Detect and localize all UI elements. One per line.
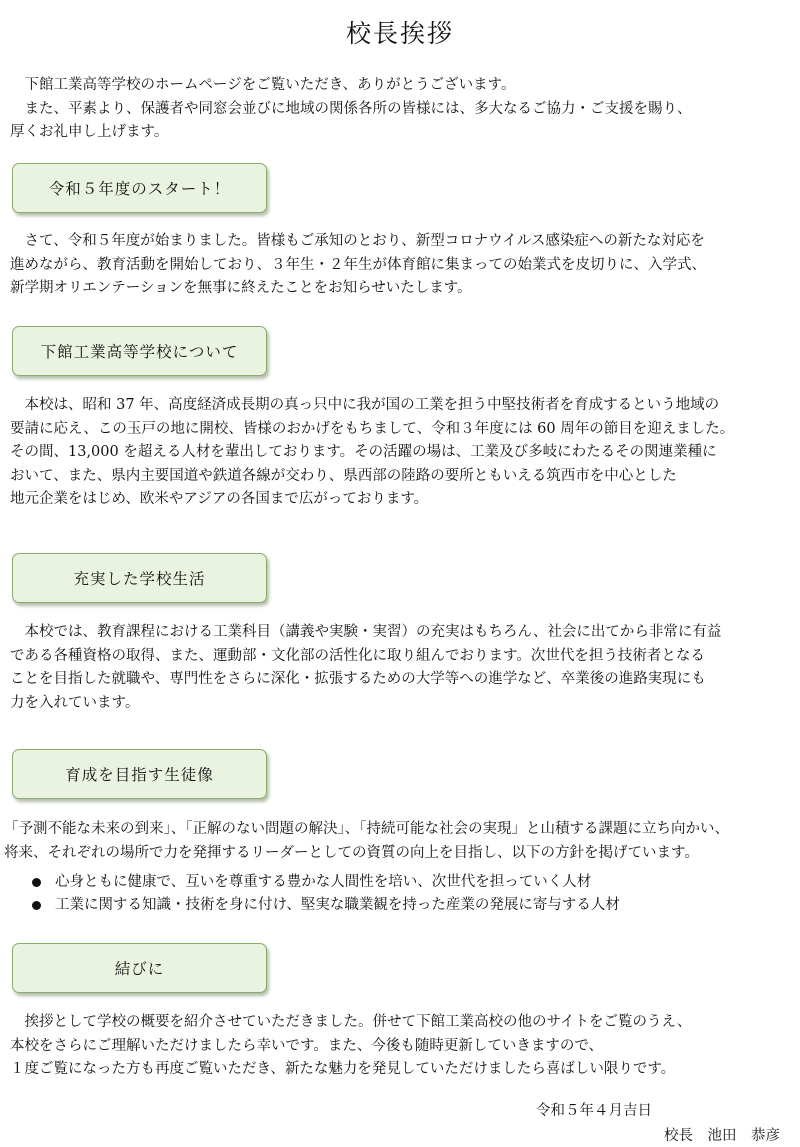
section-body-start: [10, 230, 794, 301]
policy-bullet-list: [32, 871, 772, 917]
bullet-dot-icon: [32, 878, 41, 887]
intro-paragraph: [10, 74, 794, 145]
intro-line: また、平素より、保護者や同窓会並びに地域の関係各所の皆様には、多大なるご協力・ご支援を賜り、: [10, 100, 692, 117]
section-heading-about: 下館工業高等学校について: [12, 326, 267, 376]
body-line: １度ご覧になった方も再度ご覧いただき、新たな魅力を発見していただけましたら喜ばしい限りです。: [10, 1061, 676, 1077]
body-line: 挨拶として学校の概要を紹介させていただきました。併せて下館工業高校の他のサイトをご覧のうえ、: [10, 1014, 692, 1030]
body-line: さて、令和５年度が始まりました。皆様もご承知のとおり、新型コロナウイルス感染症への新たな対応を: [10, 233, 705, 249]
body-line: 進めながら、教育活動を開始しており、３年生・２年生が体育館に集まっての始業式を皮切りに、入学式、: [10, 256, 706, 273]
section-heading-school-life: 充実した学校生活: [12, 553, 267, 603]
signature-date: 令和５年４月吉日: [536, 1103, 652, 1119]
body-line: おいて、また、県内主要国道や鉄道各線が交わり、県西部の陸路の要所ともいえる筑西市を中心とした: [10, 467, 677, 484]
section-body-about: [10, 394, 794, 512]
section-body-closing: [10, 1011, 794, 1082]
intro-line: 厚くお礼申し上げます。: [10, 124, 169, 140]
body-line: である各種資格の取得、また、運動部・文化部の活性化に取り組んでおります。次世代を担う技術者となる: [10, 647, 705, 664]
section-body-school-life: [10, 621, 794, 715]
body-line: 本校では、教育課程における工業科目（講義や実験・実習）の充実はもちろん、社会に出てから非常に有益: [10, 624, 722, 640]
bullet-text: 工業に関する知識・技術を身に付け、堅実な職業観を持った産業の発展に寄与する人材: [55, 897, 620, 913]
body-line: その間、13,000 を超える人材を輩出しております。その活躍の場は、工業及び多岐にわたるその関連業種に: [10, 444, 717, 460]
intro-line: 下館工業高等学校のホームページをご覧いただき、ありがとうございます。: [10, 77, 516, 93]
body-line: 要請に応え、この玉戸の地に開校、皆様のおかげをもちまして、令和３年度には 60 周年の節目を迎えました。: [10, 420, 735, 437]
body-line: 「予測不能な未来の到来」、「正解のない問題の解決」、「持続可能な社会の実現」と山積する課題に立ち向かい、: [4, 821, 729, 837]
body-line: 力を入れています。: [10, 694, 140, 711]
body-line: 本校は、昭和 37 年、高度経済成長期の真っ只中に我が国の工業を担う中堅技術者を育成するという地域の: [10, 397, 720, 413]
bullet-dot-icon: [32, 901, 41, 910]
section-heading-start: 令和５年度のスタート！: [12, 163, 267, 213]
body-line: 新学期オリエンテーションを無事に終えたことをお知らせいたします。: [10, 280, 472, 296]
page-title: 校長挨拶: [345, 19, 454, 48]
body-line: 本校をさらにご理解いただけましたら幸いです。また、今後も随時更新していきますので、: [10, 1037, 604, 1054]
section-body-student-image: [4, 818, 788, 865]
body-line: 将来、それぞれの場所で力を発揮するリーダーとしての資質の向上を目指し、以下の方針を掲げています。: [4, 844, 699, 861]
bullet-text: 心身ともに健康で、互いを尊重する豊かな人間性を培い、次世代を担っていく人材: [55, 874, 592, 890]
signature-name: 校長 池田 恭彦: [664, 1128, 780, 1144]
bullet-item: [32, 871, 772, 894]
body-line: ことを目指した就職や、専門性をさらに深化・拡張するための大学等への進学など、卒業後の進路実現にも: [10, 671, 706, 687]
body-line: 地元企業をはじめ、欧米やアジアの各国まで広がっております。: [10, 491, 429, 507]
bullet-item: [32, 894, 772, 917]
section-heading-closing: 結びに: [12, 943, 267, 993]
section-heading-student-image: 育成を目指す生徒像: [12, 749, 267, 799]
